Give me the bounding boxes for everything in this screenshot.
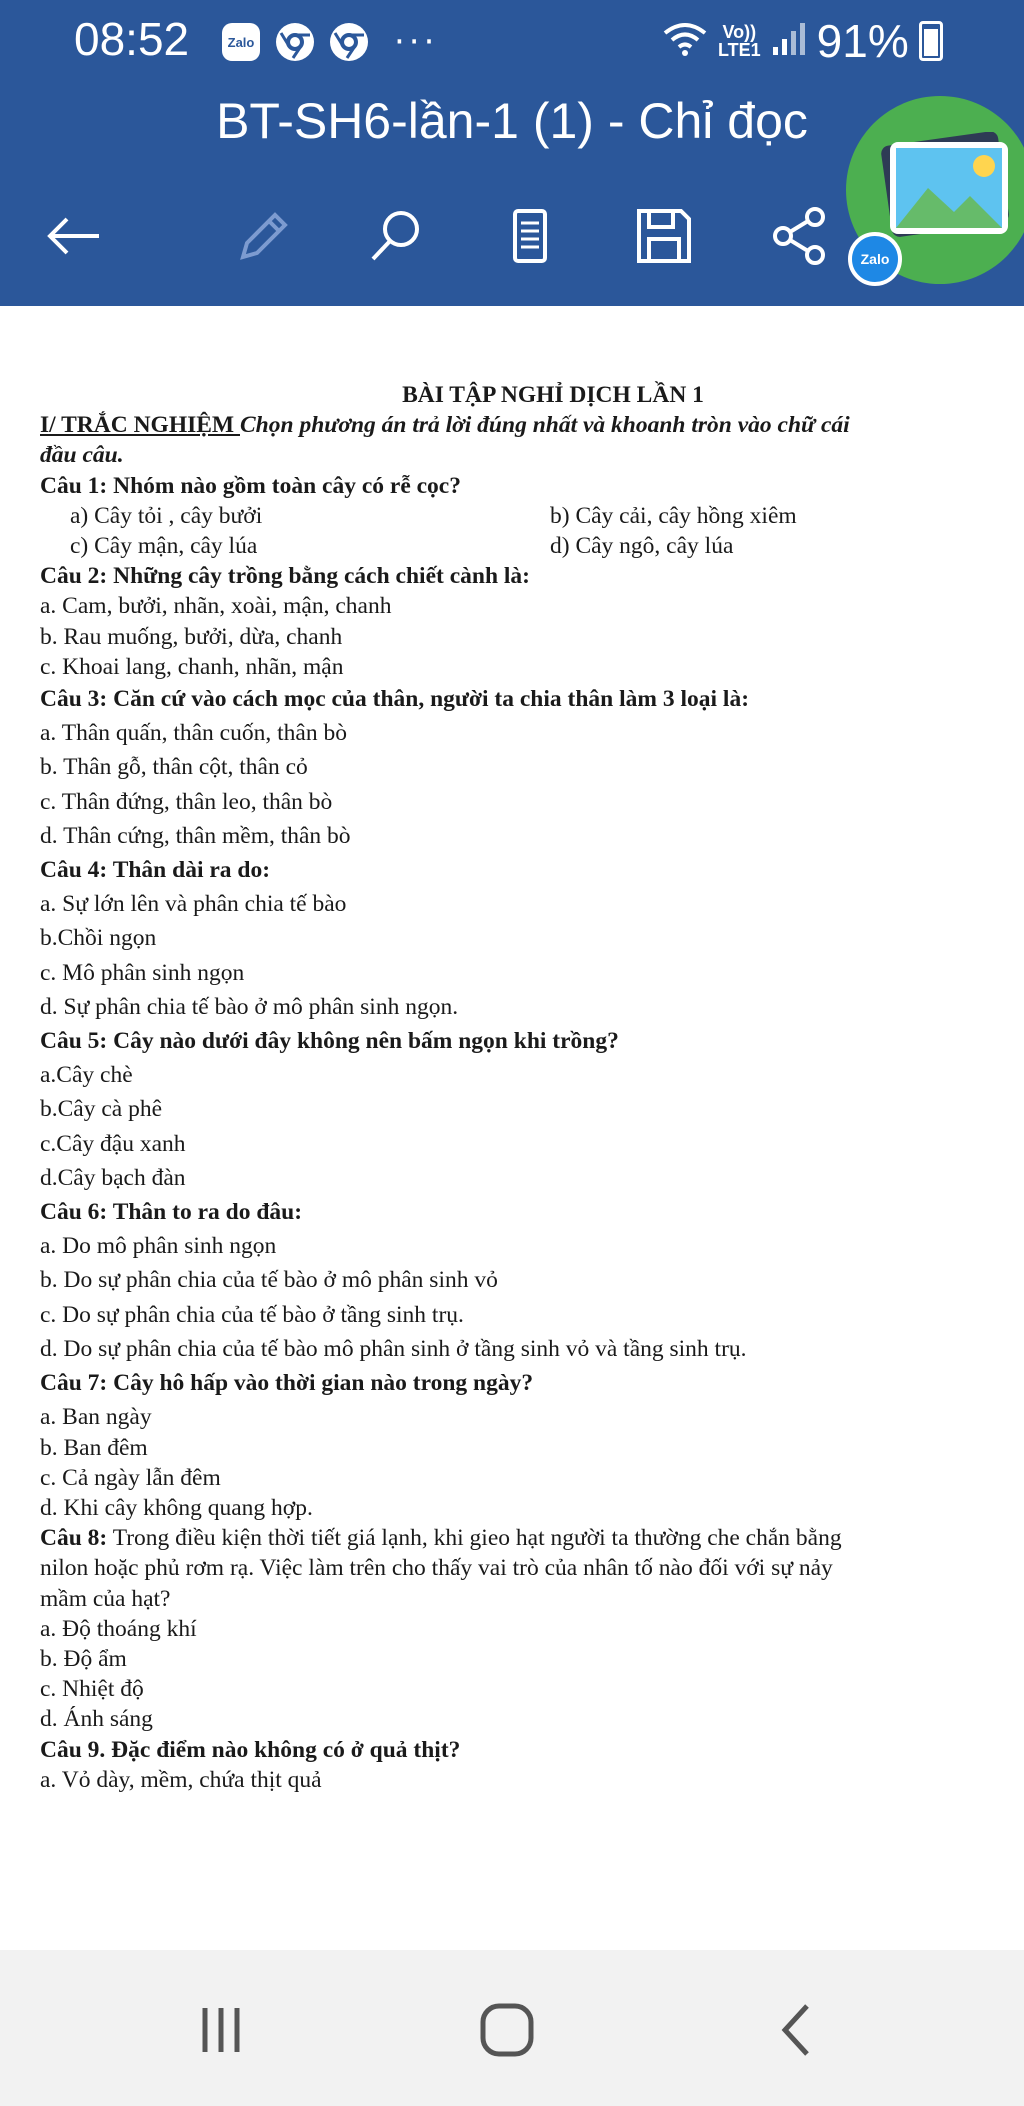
zalo-icon: Zalo xyxy=(222,23,260,61)
lte-label: LTE1 xyxy=(718,40,761,60)
nav-back-button[interactable] xyxy=(752,1990,842,2070)
q8-option-b: b. Độ ẩm xyxy=(40,1645,127,1672)
q6-option-c: c. Do sự phân chia của tế bào ở tầng sinh trụ. xyxy=(40,1301,464,1328)
recent-apps-button[interactable] xyxy=(176,1990,266,2070)
q5-option-c: c.Cây đậu xanh xyxy=(40,1130,186,1157)
back-icon xyxy=(41,203,107,269)
q8-option-d: d. Ánh sáng xyxy=(40,1706,153,1733)
home-button[interactable] xyxy=(462,1990,552,2070)
doc-title: BÀI TẬP NGHỈ DỊCH LẦN 1 xyxy=(402,382,704,408)
reading-view-icon xyxy=(497,203,563,269)
q2-text: Những cây trồng bằng cách chiết cành là: xyxy=(107,563,530,590)
edit-button[interactable] xyxy=(222,196,302,276)
q1-options-row-1 xyxy=(40,501,1006,531)
chrome-icon xyxy=(330,23,368,61)
q1-options-row-2 xyxy=(40,531,1006,561)
question-2 xyxy=(40,561,1006,591)
back-button[interactable] xyxy=(34,196,114,276)
save-icon xyxy=(631,203,697,269)
status-time: 08:52 xyxy=(74,13,190,65)
status-right xyxy=(662,14,943,68)
q2-option-a: a. Cam, bưởi, nhãn, xoài, mận, chanh xyxy=(40,593,392,620)
q8-option-a: a. Độ thoáng khí xyxy=(40,1615,197,1642)
status-bar xyxy=(0,0,1024,82)
question-8 xyxy=(40,1523,1006,1553)
q8-text-1: Trong điều kiện thời tiết giá lạnh, khi gieo hạt người ta thường che chắn bằng xyxy=(107,1525,842,1552)
q2-option-b: b. Rau muống, bưởi, dừa, chanh xyxy=(40,623,343,650)
reading-view-button[interactable] xyxy=(490,196,570,276)
battery-icon xyxy=(919,21,943,61)
document-title: BT-SH6-lần-1 (1) - Chỉ đọc xyxy=(216,93,808,149)
q7-option-a: a. Ban ngày xyxy=(40,1404,152,1431)
q1-option-b: b) Cây cải, cây hồng xiêm xyxy=(550,502,797,529)
q1-option-d: d) Cây ngô, cây lúa xyxy=(550,533,734,560)
q4-option-c: c. Mô phân sinh ngọn xyxy=(40,959,245,986)
gallery-image-icon xyxy=(876,132,1016,242)
section-instruction-cont: đầu câu. xyxy=(40,442,124,469)
q6-option-b: b. Do sự phân chia của tế bào ở mô phân sinh vỏ xyxy=(40,1267,498,1294)
q7-option-d: d. Khi cây không quang hợp. xyxy=(40,1494,313,1521)
battery-percent: 91% xyxy=(816,15,909,67)
q7-option-c: c. Cả ngày lẫn đêm xyxy=(40,1464,221,1491)
question-5: Câu 5: Cây nào dưới đây không nên bấm ngọn khi trồng? xyxy=(40,1028,619,1055)
zalo-badge: Zalo xyxy=(848,232,902,286)
q8-option-c: c. Nhiệt độ xyxy=(40,1676,144,1703)
q6-option-d: d. Do sự phân chia của tế bào mô phân sinh ở tầng sinh vỏ và tầng sinh trụ. xyxy=(40,1335,747,1362)
q7-label: Câu 7 xyxy=(40,1370,100,1397)
chrome-icon xyxy=(276,23,314,61)
back-icon xyxy=(767,2000,827,2060)
q1-option-a: a) Cây tỏi , cây bưởi xyxy=(70,502,263,529)
edit-icon xyxy=(229,203,295,269)
home-icon xyxy=(475,1998,539,2062)
q2-option-c: c. Khoai lang, chanh, nhãn, mận xyxy=(40,653,344,680)
q8-text-3: mầm của hạt? xyxy=(40,1585,171,1612)
q3-option-c: c. Thân đứng, thân leo, thân bò xyxy=(40,788,333,815)
notification-icons xyxy=(222,22,438,62)
question-9: Câu 9. Đặc điểm nào không có ở quả thịt? xyxy=(40,1736,461,1763)
document-page[interactable] xyxy=(40,380,1006,1795)
volte-label: Vo)) xyxy=(722,22,757,42)
question-1: Câu 1: Nhóm nào gồm toàn cây có rễ cọc? xyxy=(40,472,461,499)
q4-option-b: b.Chồi ngọn xyxy=(40,925,157,952)
save-button[interactable] xyxy=(624,196,704,276)
q5-option-a: a.Cây chè xyxy=(40,1062,133,1089)
share-button[interactable] xyxy=(760,196,840,276)
signal-icon xyxy=(771,21,807,61)
wifi-icon xyxy=(662,19,708,63)
search-button[interactable] xyxy=(356,196,436,276)
q8-label: Câu 8: xyxy=(40,1525,108,1552)
section-instruction: Chọn phương án trả lời đúng nhất và khoanh tròn vào chữ cái xyxy=(240,412,850,439)
q1-option-c: c) Cây mận, cây lúa xyxy=(70,533,258,560)
system-nav-bar xyxy=(0,1950,1024,2106)
q7-text: : Cây hô hấp vào thời gian nào trong ngày? xyxy=(99,1370,534,1397)
q4-option-d: d. Sự phân chia tế bào ở mô phân sinh ngọn. xyxy=(40,993,459,1020)
q3-option-d: d. Thân cứng, thân mềm, thân bò xyxy=(40,822,351,849)
q7-option-b: b. Ban đêm xyxy=(40,1434,148,1461)
section-heading: I/ TRẮC NGHIỆM xyxy=(40,412,240,439)
question-7 xyxy=(40,1368,1006,1398)
q6-option-a: a. Do mô phân sinh ngọn xyxy=(40,1233,277,1260)
q9-option-a: a. Vỏ dày, mềm, chứa thịt quả xyxy=(40,1766,322,1793)
search-icon xyxy=(363,203,429,269)
question-3: Câu 3: Căn cứ vào cách mọc của thân, người ta chia thân làm 3 loại là: xyxy=(40,686,750,713)
q3-option-b: b. Thân gỗ, thân cột, thân cỏ xyxy=(40,754,308,781)
question-6: Câu 6: Thân to ra do đâu: xyxy=(40,1199,303,1226)
more-notifications-icon: ··· xyxy=(394,22,439,62)
recent-apps-icon xyxy=(191,2000,251,2060)
q5-option-d: d.Cây bạch đàn xyxy=(40,1164,186,1191)
share-icon xyxy=(767,203,833,269)
q3-option-a: a. Thân quấn, thân cuốn, thân bò xyxy=(40,720,347,747)
q2-label: Câu 2: xyxy=(40,563,108,590)
question-4: Câu 4: Thân dài ra do: xyxy=(40,857,271,884)
section-heading-line xyxy=(40,410,1006,440)
network-label xyxy=(718,23,761,59)
q8-text-2: nilon hoặc phủ rơm rạ. Việc làm trên cho thấy vai trò của nhân tố nào đối với sự nảy xyxy=(40,1555,833,1582)
q5-option-b: b.Cây cà phê xyxy=(40,1096,163,1123)
q4-option-a: a. Sự lớn lên và phân chia tế bào xyxy=(40,891,347,918)
